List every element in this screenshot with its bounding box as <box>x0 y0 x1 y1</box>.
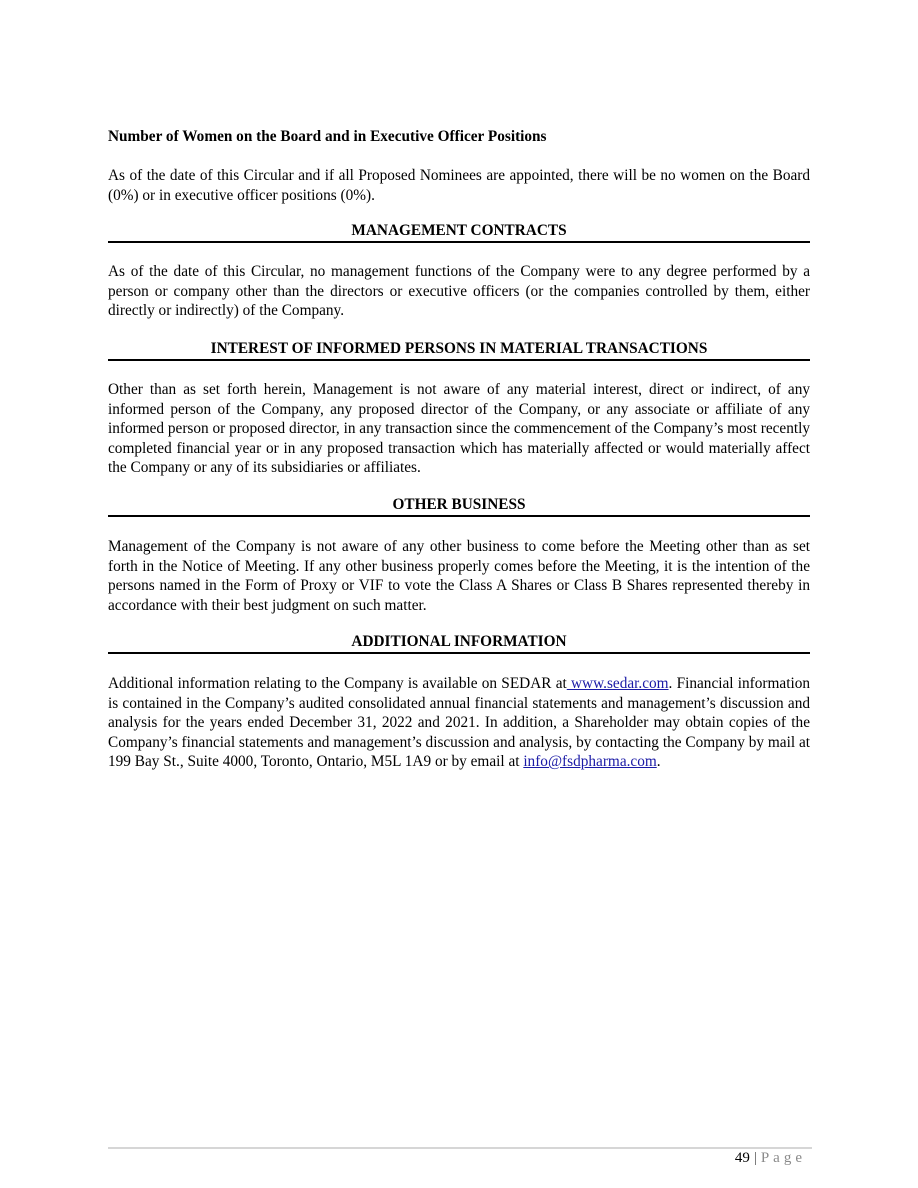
page-label: Page <box>760 1150 806 1166</box>
section-title-other-business: OTHER BUSINESS <box>108 495 810 517</box>
footer-divider <box>108 1147 812 1149</box>
email-link[interactable]: info@fsdpharma.com <box>523 753 657 770</box>
paragraph-interest-informed-persons: Other than as set forth herein, Management is not aware of any material interest, direct or indirect, of any informed person of the Company, any proposed director of the Company, or any associate or affiliate of any informed person or proposed director, in any transaction since the commencement of the Company’s most recently completed financial year or in any proposed transaction which has materially affected or would materially affect the Company or any of its subsidiaries or affiliates. <box>108 381 810 476</box>
text: . <box>656 753 661 770</box>
sedar-link[interactable]: www.sedar.com <box>566 675 669 692</box>
paragraph-other-business: Management of the Company is not aware of any other business to come before the Meeting other than as set forth in the Notice of Meeting. If any other business properly comes before the Meeting, it is the intention of the persons named in the Form of Proxy or VIF to vote the Class A Shares or Class B Shares represented thereby in accordance with their best judgment on such matter. <box>108 538 810 614</box>
paragraph-women: As of the date of this Circular and if all Proposed Nominees are appointed, there will be no women on the Board (0%) or in executive officer positions (0%). <box>108 167 810 204</box>
section-title-additional-information: ADDITIONAL INFORMATION <box>108 632 810 654</box>
text: . Financial information is contained in the Company’s audited consolidated annual financial statements and management’s discussion and analysis for the years ended December 31, 2022 and 2021. In addition, a Shareholder may obtain copies of the Company’s financial statements and management’s discussion and analysis, by contacting the Company by mail at 199 Bay St., Suite 4000, Toronto, Ontario, M5L 1A9 or by email at <box>108 675 810 770</box>
text: Additional information relating to the Company is available on SEDAR at <box>108 675 567 692</box>
section-title-interest-informed-persons: INTEREST OF INFORMED PERSONS IN MATERIAL TRANSACTIONS <box>108 339 810 361</box>
page-number: 49 <box>734 1150 750 1166</box>
section-title-management-contracts: MANAGEMENT CONTRACTS <box>108 221 810 243</box>
paragraph-management-contracts: As of the date of this Circular, no management functions of the Company were to any degree performed by a person or company other than the directors or executive officers (or the companies controlled by them, either directly or indirectly) of the Company. <box>108 263 810 319</box>
section-heading-women: Number of Women on the Board and in Executive Officer Positions <box>108 128 547 145</box>
page-footer <box>735 1150 806 1167</box>
page-separator: | <box>753 1150 757 1166</box>
paragraph-additional-information <box>108 674 810 772</box>
